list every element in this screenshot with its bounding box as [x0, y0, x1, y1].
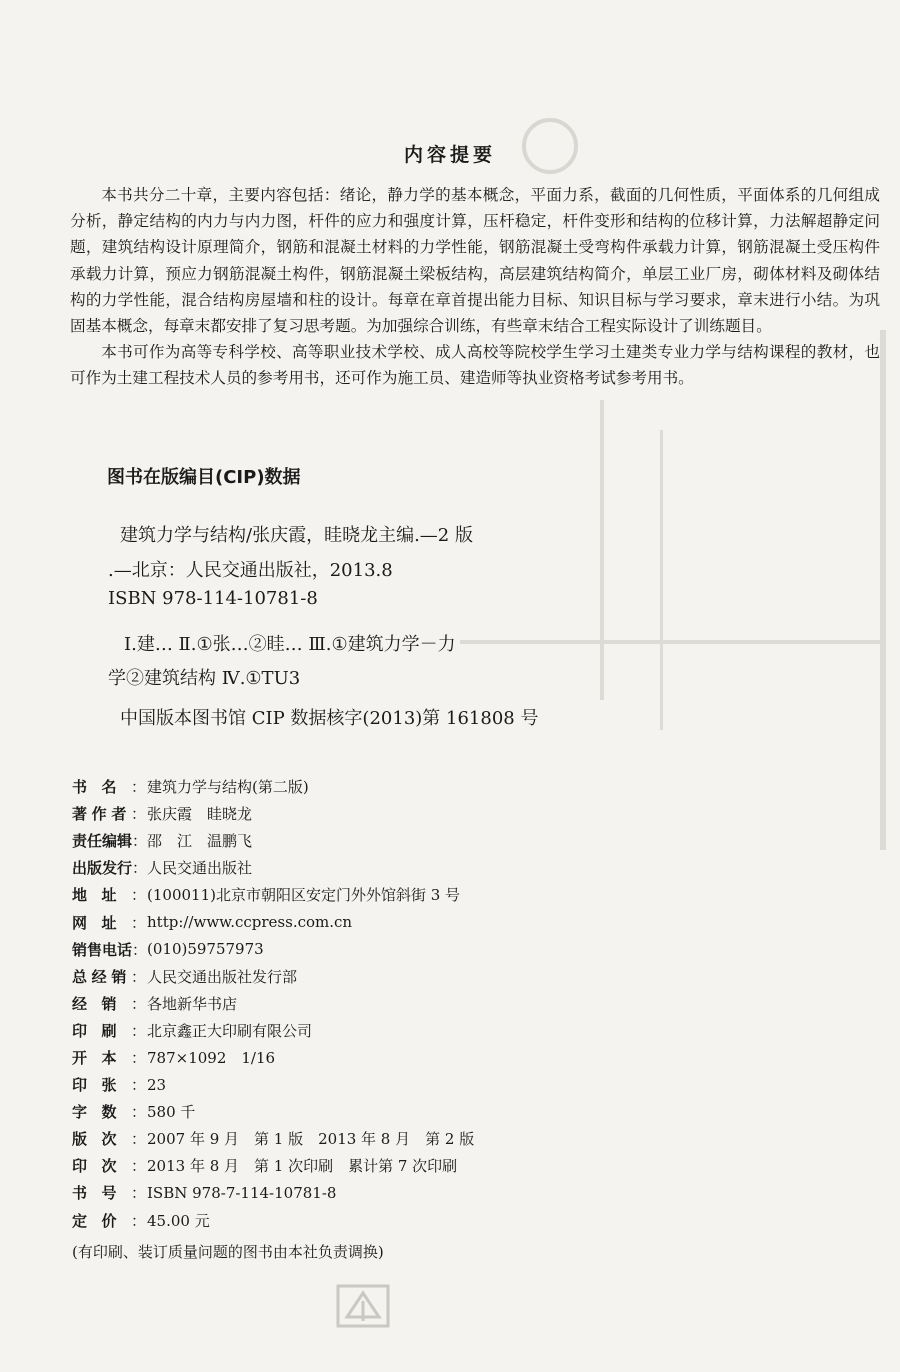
info-value: 邵 江 温鹏飞: [147, 832, 253, 851]
info-label-colon: ：: [130, 1076, 146, 1095]
info-label-char: 开: [72, 1048, 88, 1067]
info-value: 787×1092 1/16: [147, 1048, 276, 1067]
info-label-colon: ：: [130, 913, 146, 932]
info-label-char: 次: [101, 1157, 117, 1176]
info-label: [72, 776, 146, 797]
info-label-char: 销售电话: [72, 940, 133, 959]
info-label-char: 张: [101, 1076, 117, 1095]
info-value: http://www.ccpress.com.cn: [147, 913, 353, 932]
info-label: [72, 1047, 146, 1068]
info-label-char: 书: [72, 778, 88, 797]
cip-line: 建筑力学与结构/张庆霞，眭晓龙主编.—2 版: [120, 525, 473, 546]
show-through-mark: [880, 330, 886, 850]
info-label-colon: ：: [130, 1211, 146, 1230]
info-label: [72, 966, 146, 987]
info-label-colon: ：: [130, 1103, 146, 1122]
info-value: 建筑力学与结构(第二版): [147, 778, 309, 797]
info-label-char: 著: [72, 805, 88, 824]
info-label-colon: ：: [130, 1157, 146, 1176]
info-label-colon: ：: [132, 832, 148, 851]
info-row: [72, 1071, 872, 1098]
info-label-colon: ：: [132, 940, 148, 959]
info-label-char: 次: [101, 1130, 117, 1149]
info-row: [72, 1207, 872, 1234]
info-label: [72, 884, 146, 905]
info-label-char: 印: [72, 1157, 88, 1176]
info-label: [72, 1182, 146, 1203]
info-row: [72, 854, 872, 881]
info-label: [72, 803, 146, 824]
show-through-mark: [460, 640, 880, 644]
info-label-char: 字: [72, 1103, 88, 1122]
info-label-char: 刷: [101, 1021, 117, 1040]
info-value: (010)59757973: [147, 940, 264, 959]
info-label-colon: ：: [130, 1184, 146, 1203]
summary-paragraph: 本书共分二十章，主要内容包括：绪论，静力学的基本概念，平面力系，截面的几何性质，平面体系的几何组成分析，静定结构的内力与内力图，杆件的应力和强度计算，压杆稳定，杆件变形和结构的位移计算，力法解超静定问题，建筑结构设计原理简介，钢筋和混凝土材料的力学性能，钢筋混凝土受弯构件承载力计算，钢筋混凝土受压构件承载力计算，预应力钢筋混凝土构件，钢筋混凝土梁板结构，高层建筑结构简介，单层工业厂房，砌体材料及砌体结构的力学性能，混合结构房屋墙和柱的设计。每章在章首提出能力目标、知识目标与学习要求，章末进行小结。为巩固基本概念，每章末都安排了复习思考题。为加强综合训练，有些章末结合工程实际设计了训练题目。: [70, 186, 880, 336]
info-label-colon: ：: [130, 805, 146, 824]
info-label-char: 网: [72, 913, 88, 932]
show-through-mark: [600, 400, 604, 700]
info-label-colon: ：: [130, 1048, 146, 1067]
info-value: 人民交通出版社: [147, 859, 253, 878]
info-row: [72, 1125, 872, 1152]
info-label-colon: ：: [130, 886, 146, 905]
info-row: [72, 827, 872, 854]
info-label-char: 经: [72, 994, 88, 1013]
info-label-char: 经: [91, 967, 107, 986]
info-label-char: 地: [72, 886, 88, 905]
info-label-char: 者: [111, 805, 127, 824]
cip-heading: 图书在版编目(CIP)数据: [107, 467, 301, 488]
info-row: [72, 1017, 872, 1044]
cip-line: 中国版本图书馆 CIP 数据核字(2013)第 161808 号: [120, 708, 539, 729]
cip-line: ISBN 978-114-10781-8: [108, 588, 318, 609]
info-row: [72, 1179, 872, 1206]
info-row: [72, 1044, 872, 1071]
info-label-char: 印: [72, 1076, 88, 1095]
info-label: [72, 1101, 146, 1122]
cip-line: Ⅰ.建… Ⅱ.①张…②眭… Ⅲ.①建筑力学－力: [124, 634, 456, 655]
info-label-colon: ：: [130, 1021, 146, 1040]
cip-line: .—北京：人民交通出版社，2013.8: [108, 560, 393, 581]
info-label: [72, 1155, 146, 1176]
info-value: 北京鑫正大印刷有限公司: [147, 1021, 313, 1040]
info-label-char: 定: [72, 1211, 88, 1230]
info-label-char: 版: [72, 1130, 88, 1149]
info-label-char: 址: [101, 913, 117, 932]
info-row: [72, 963, 872, 990]
info-row: [72, 773, 872, 800]
info-label: [72, 939, 146, 960]
info-value: 各地新华书店: [147, 994, 238, 1013]
info-label-char: 价: [101, 1211, 117, 1230]
summary-paragraph: 本书可作为高等专科学校、高等职业技术学校、成人高校等院校学生学习土建类专业力学与结构课程的教材，也可作为土建工程技术人员的参考用书，还可作为施工员、建造师等执业资格考试参考用书。: [70, 343, 880, 388]
info-label: [72, 1020, 146, 1041]
info-value: 580 千: [147, 1103, 196, 1122]
info-row: [72, 936, 872, 963]
info-value: 2013 年 8 月 第 1 次印刷 累计第 7 次印刷: [147, 1157, 458, 1176]
info-label-char: 作: [91, 805, 107, 824]
info-value: 45.00 元: [147, 1211, 210, 1230]
publication-info: [72, 773, 872, 1234]
info-label-char: 书: [72, 1184, 88, 1203]
info-label: [72, 1128, 146, 1149]
info-label-colon: ：: [130, 778, 146, 797]
info-label-char: 本: [101, 1048, 117, 1067]
info-label-char: 总: [72, 967, 88, 986]
info-row: [72, 990, 872, 1017]
info-label-char: 出版发行: [72, 859, 133, 878]
info-row: [72, 1098, 872, 1125]
cip-line: 学②建筑结构 Ⅳ.①TU3: [108, 668, 301, 689]
info-label-char: 印: [72, 1021, 88, 1040]
info-label: [72, 857, 146, 878]
info-label-colon: ：: [132, 859, 148, 878]
info-label-colon: ：: [130, 994, 146, 1013]
info-label-colon: ：: [130, 1130, 146, 1149]
info-value: 人民交通出版社发行部: [147, 967, 298, 986]
info-label-char: 址: [101, 886, 117, 905]
info-value: 23: [147, 1075, 167, 1094]
info-label: [72, 830, 146, 851]
publisher-logo-icon: [335, 1283, 391, 1329]
info-label-colon: ：: [130, 967, 146, 986]
info-label-char: 号: [101, 1184, 117, 1203]
info-label-char: 销: [101, 994, 117, 1013]
info-label: [72, 993, 146, 1014]
info-value: ISBN 978-7-114-10781-8: [147, 1183, 337, 1202]
info-row: [72, 800, 872, 827]
info-label: [72, 1210, 146, 1231]
info-row: [72, 1152, 872, 1179]
info-value: (100011)北京市朝阳区安定门外外馆斜街 3 号: [147, 886, 461, 905]
show-through-mark: [660, 430, 663, 730]
info-value: 张庆霞 眭晓龙: [147, 805, 253, 824]
info-value: 2007 年 9 月 第 1 版 2013 年 8 月 第 2 版: [147, 1130, 475, 1149]
info-label-char: 数: [101, 1103, 117, 1122]
info-row: [72, 908, 872, 935]
info-label-char: 责任编辑: [72, 832, 133, 851]
info-row: [72, 881, 872, 908]
info-label-char: 名: [101, 778, 117, 797]
summary-title: 内容提要: [403, 144, 496, 166]
info-label: [72, 912, 146, 933]
bottom-note: (有印刷、装订质量问题的图书由本社负责调换): [72, 1243, 384, 1261]
summary-body: [70, 182, 880, 392]
info-label: [72, 1074, 146, 1095]
info-label-char: 销: [111, 967, 127, 986]
